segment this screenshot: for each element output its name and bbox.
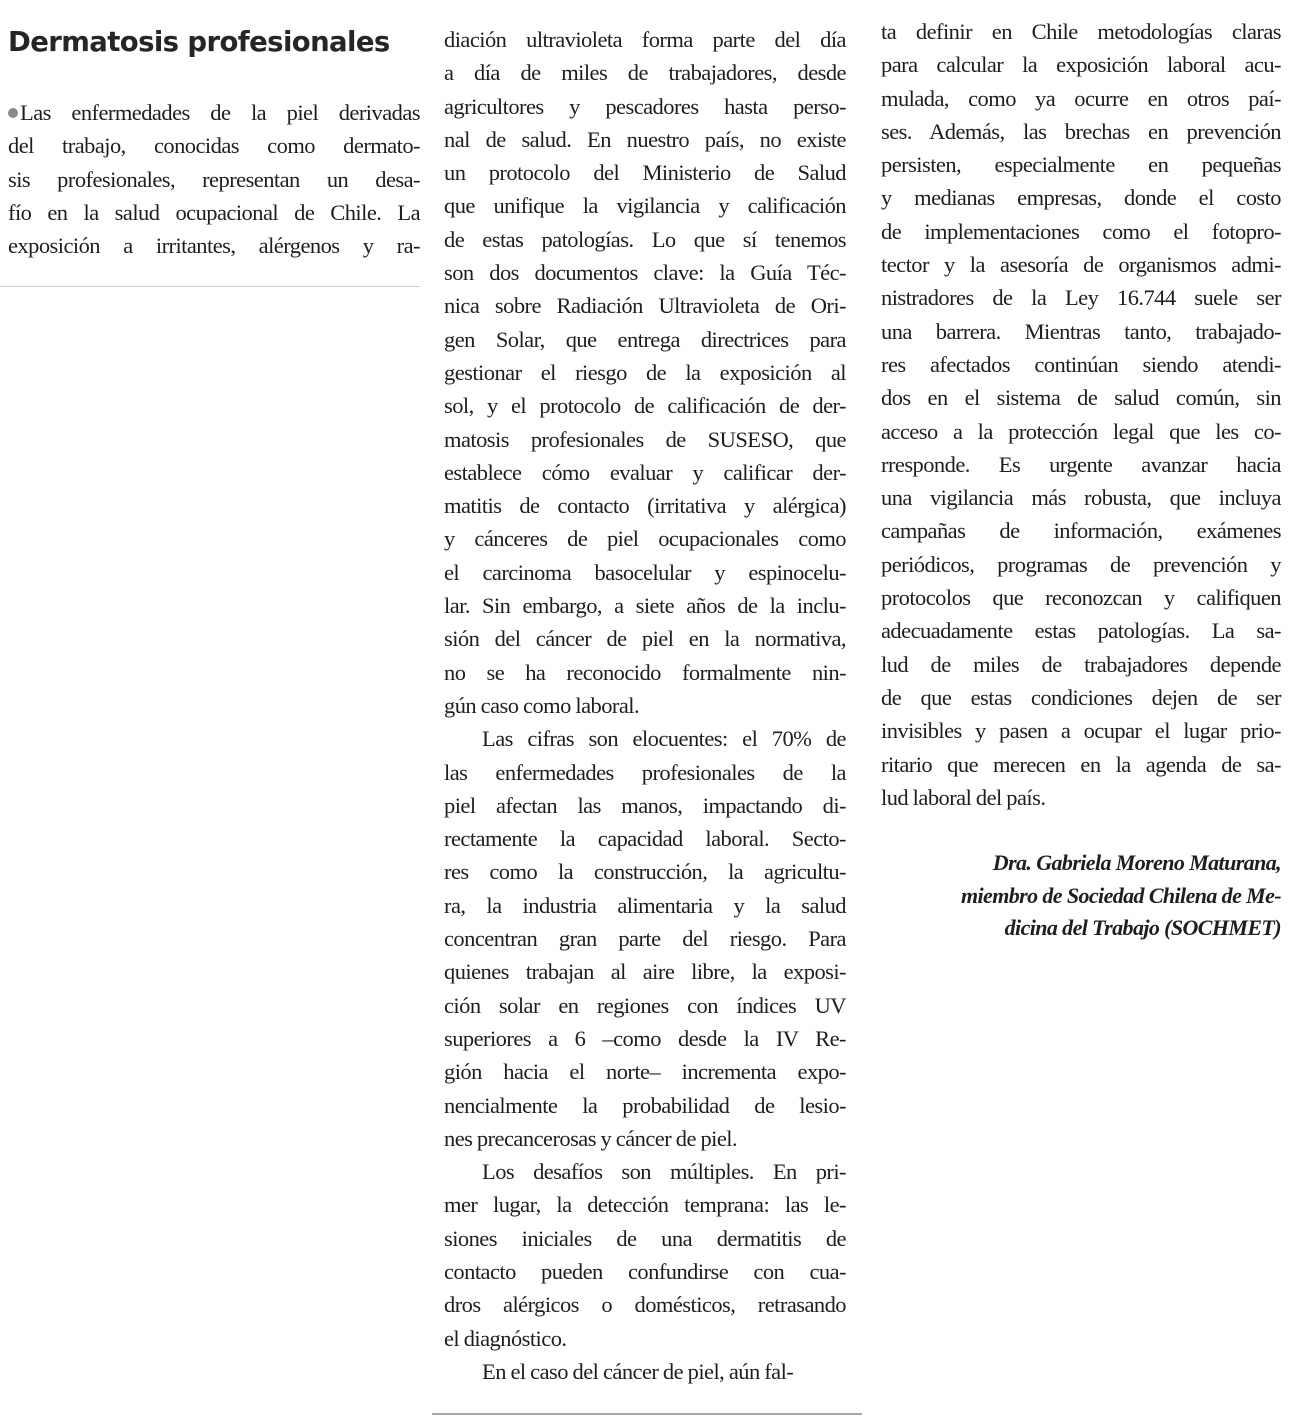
body-text-line: mer lugar, la detección temprana: las le- xyxy=(444,1192,846,1218)
bullet-icon xyxy=(8,108,18,118)
body-text-line: de estas patologías. Lo que sí tenemos xyxy=(444,226,846,252)
body-text-line: lud de miles de trabajadores depende xyxy=(881,651,1281,677)
body-text-line: y cánceres de piel ocupacionales como xyxy=(444,526,846,552)
lead-line: sis profesionales, representan un desa- xyxy=(8,166,420,192)
body-text-line: nal de salud. En nuestro país, no existe xyxy=(444,126,846,152)
body-text-line: contacto pueden confundirse con cua- xyxy=(444,1258,846,1284)
body-text-line: gen Solar, que entrega directrices para xyxy=(444,326,846,352)
body-text-line: dros alérgicos o domésticos, retrasando xyxy=(444,1292,846,1318)
lead-line: del trabajo, conocidas como dermato- xyxy=(8,133,420,159)
body-text-line: rectamente la capacidad laboral. Secto- xyxy=(444,826,846,852)
body-text-line: Las cifras son elocuentes: el 70% de xyxy=(482,726,846,752)
author-signature xyxy=(881,847,1281,945)
body-text-line: acceso a la protección legal que les co- xyxy=(881,418,1281,444)
lead-line: Las enfermedades de la piel derivadas xyxy=(8,96,420,129)
bottom-divider xyxy=(432,1413,862,1415)
body-text-line: sol, y el protocolo de calificación de der- xyxy=(444,393,846,419)
article-headline: Dermatosis profesionales xyxy=(8,26,390,58)
body-text-line: persisten, especialmente en pequeñas xyxy=(881,152,1281,178)
body-text-line: En el caso del cáncer de piel, aún fal- xyxy=(482,1358,794,1384)
body-text-line: dos en el sistema de salud común, sin xyxy=(881,385,1281,411)
body-text-line: sión del cáncer de piel en la normativa, xyxy=(444,626,846,652)
body-text-line: tector y la asesoría de organismos admi- xyxy=(881,252,1281,278)
body-text-line: gún caso como laboral. xyxy=(444,692,640,718)
body-text-line: concentran gran parte del riesgo. Para xyxy=(444,926,846,952)
body-text-line: ra, la industria alimentaria y la salud xyxy=(444,892,846,918)
body-text-line: son dos documentos clave: la Guía Téc- xyxy=(444,260,846,286)
body-text-line: nica sobre Radiación Ultravioleta de Ori- xyxy=(444,293,846,319)
body-text-line: nencialmente la probabilidad de lesio- xyxy=(444,1092,846,1118)
body-text-line: protocolos que reconozcan y califiquen xyxy=(881,585,1281,611)
body-text-line: una vigilancia más robusta, que incluya xyxy=(881,485,1281,511)
body-text-line: piel afectan las manos, impactando di- xyxy=(444,792,846,818)
signature-line: Dra. Gabriela Moreno Maturana, xyxy=(992,850,1281,875)
body-text-line: ritario que merecen en la agenda de sa- xyxy=(881,751,1281,777)
body-text-line: un protocolo del Ministerio de Salud xyxy=(444,160,846,186)
body-text-line: matitis de contacto (irritativa y alérgica) xyxy=(444,493,846,519)
body-text-line: res afectados continúan siendo atendi- xyxy=(881,351,1281,377)
signature-line: dicina del Trabajo (SOCHMET) xyxy=(1004,915,1281,940)
body-text-line: gestionar el riesgo de la exposición al xyxy=(444,359,846,385)
body-text-line: mulada, como ya ocurre en otros paí- xyxy=(881,85,1281,111)
body-text-line: las enfermedades profesionales de la xyxy=(444,759,846,785)
body-text-line: nistradores de la Ley 16.744 suele ser xyxy=(881,285,1281,311)
body-text-line: para calcular la exposición laboral acu- xyxy=(881,52,1281,78)
body-text-line: periódicos, programas de prevención y xyxy=(881,551,1281,577)
body-text-line: adecuadamente estas patologías. La sa- xyxy=(881,618,1281,644)
body-text-line: campañas de información, exámenes xyxy=(881,518,1281,544)
body-text-line: matosis profesionales de SUSESO, que xyxy=(444,426,846,452)
body-text-line: res como la construcción, la agricultu- xyxy=(444,859,846,885)
body-text-line: invisibles y pasen a ocupar el lugar prio- xyxy=(881,718,1281,744)
body-text-line: lud laboral del país. xyxy=(881,784,1046,810)
body-text-line: y medianas empresas, donde el costo xyxy=(881,185,1281,211)
body-text-line: establece cómo evaluar y calificar der- xyxy=(444,459,846,485)
lead-paragraph xyxy=(8,96,420,262)
body-text-line: ses. Además, las brechas en prevención xyxy=(881,118,1281,144)
body-text-line: no se ha reconocido formalmente nin- xyxy=(444,659,846,685)
body-text-line: de implementaciones como el fotopro- xyxy=(881,218,1281,244)
body-text-line: superiores a 6 –como desde la IV Re- xyxy=(444,1025,846,1051)
body-text-line: a día de miles de trabajadores, desde xyxy=(444,60,846,86)
body-text-line: quienes trabajan al aire libre, la exposi- xyxy=(444,959,846,985)
body-text-line: rresponde. Es urgente avanzar hacia xyxy=(881,451,1281,477)
body-text-line: diación ultravioleta forma parte del día xyxy=(444,27,846,52)
body-text-line: gión hacia el norte– incrementa expo- xyxy=(444,1059,846,1085)
body-text-line: lar. Sin embargo, a siete años de la inclu- xyxy=(444,593,846,619)
body-text-line: que unifique la vigilancia y calificación xyxy=(444,193,846,219)
body-text-line: siones iniciales de una dermatitis de xyxy=(444,1225,846,1251)
body-text-line: el diagnóstico. xyxy=(444,1325,567,1351)
lead-line: exposición a irritantes, alérgenos y ra- xyxy=(8,233,420,259)
lead-line: fío en la salud ocupacional de Chile. La xyxy=(8,199,420,225)
body-text-line: nes precancerosas y cáncer de piel. xyxy=(444,1125,738,1151)
body-text-line: Los desafíos son múltiples. En pri- xyxy=(482,1159,846,1185)
body-text-line: de que estas condiciones dejen de ser xyxy=(881,684,1281,710)
body-text-line: una barrera. Mientras tanto, trabajado- xyxy=(881,318,1281,344)
body-text-line: el carcinoma basocelular y espinocelu- xyxy=(444,559,846,585)
body-text-line: ción solar en regiones con índices UV xyxy=(444,992,846,1018)
section-divider xyxy=(0,286,420,287)
signature-line: miembro de Sociedad Chilena de Me- xyxy=(961,882,1281,908)
body-text-line: ta definir en Chile metodologías claras xyxy=(881,19,1281,44)
body-text-line: agricultores y pescadores hasta perso- xyxy=(444,93,846,119)
